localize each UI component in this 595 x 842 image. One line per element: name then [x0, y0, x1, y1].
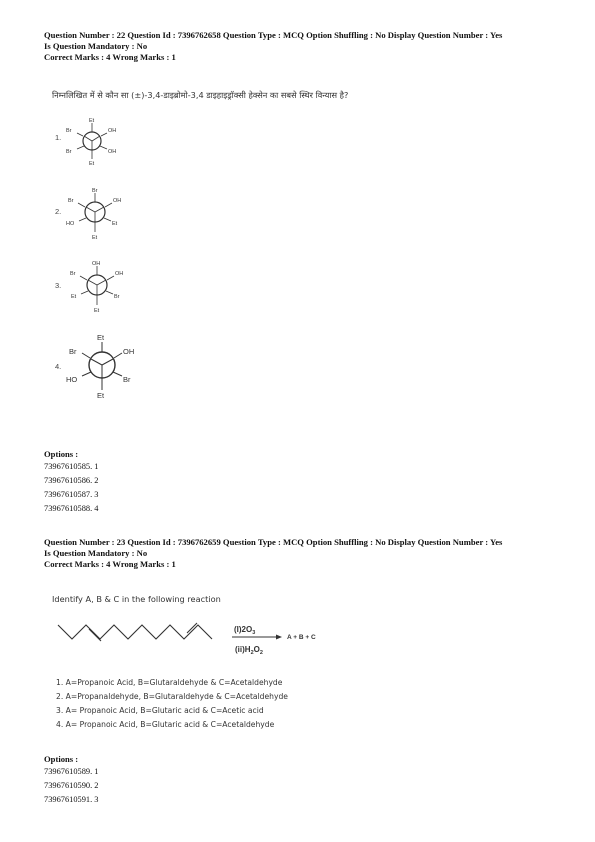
- q22-c1-lower-right: OH: [108, 149, 117, 155]
- q22-choice-3-number: 3.: [55, 281, 62, 290]
- q22-option-3[interactable]: 73967610587. 3: [44, 490, 99, 499]
- q22-choice-2-number: 2.: [55, 207, 62, 216]
- q23-header-line1: Question Number : 23 Question Id : 7396762659 Question Type : MCQ Option Shuffling : No Display Question Number : Yes: [44, 537, 503, 547]
- q22-c4-lower-left: HO: [66, 375, 78, 384]
- q22-c1-upper-left: Br: [66, 128, 72, 134]
- q23-header-line3: Correct Marks : 4 Wrong Marks : 1: [44, 559, 176, 569]
- q22-c2-upper-left: Br: [68, 198, 74, 204]
- q22-c4-lower-right: Br: [123, 375, 131, 384]
- q23-header-line2: Is Question Mandatory : No: [44, 548, 148, 558]
- q22-c3-lower-right: Br: [114, 294, 120, 300]
- q22-c1-top: Et: [89, 118, 95, 124]
- q23-products: A + B + C: [287, 634, 316, 641]
- q22-option-2[interactable]: 73967610586. 2: [44, 476, 99, 485]
- q22-c3-upper-left: Br: [70, 271, 76, 277]
- q22-c3-bottom: Et: [94, 308, 100, 314]
- q22-c2-lower-right: Et: [112, 221, 118, 227]
- q22-options-label: Options :: [44, 449, 79, 459]
- q23-answer-3: 3. A= Propanoic Acid, B=Glutaric acid & C=Acetic acid: [56, 706, 264, 715]
- q22-c1-lower-left: Br: [66, 149, 72, 155]
- q22-choice-3-newman-projection: [63, 258, 135, 316]
- q23-option-2[interactable]: 73967610590. 2: [44, 781, 99, 790]
- q22-c2-lower-left: HO: [66, 221, 75, 227]
- q22-c4-bottom: Et: [97, 391, 105, 400]
- q23-option-3[interactable]: 73967610591. 3: [44, 795, 99, 804]
- q22-c4-upper-left: Br: [69, 347, 77, 356]
- q22-choice-4-newman-projection: [62, 330, 148, 402]
- q22-choice-4-number: 4.: [55, 362, 62, 371]
- q22-c3-upper-right: OH: [115, 271, 124, 277]
- q23-answer-1: 1. A=Propanoic Acid, B=Glutaraldehyde & C=Acetaldehyde: [56, 678, 283, 687]
- q23-option-1[interactable]: 73967610589. 1: [44, 767, 99, 776]
- q22-c2-top: Br: [92, 188, 98, 194]
- q23-reagent-top: $(I)2O_3$: [234, 625, 256, 636]
- q22-c3-lower-left: Et: [71, 294, 77, 300]
- q23-question-text: Identify A, B & C in the following reaction: [52, 594, 221, 604]
- q22-c4-upper-right: OH: [123, 347, 135, 356]
- q22-header-line3: Correct Marks : 4 Wrong Marks : 1: [44, 52, 176, 62]
- q23-reagent-bottom: $(ii)H_2O_2$: [235, 645, 263, 656]
- q23-answer-2: 2. A=Propanaldehyde, B=Glutaraldehyde & C=Acetaldehyde: [56, 692, 288, 701]
- q22-c1-bottom: Et: [89, 161, 95, 167]
- q22-question-text: निम्नलिखित में से कौन सा (±)-3,4-डाइब्रोमो-3,4 डाइहाइड्रॉक्सी हेक्सेन का सबसे स्थिर विन्यास है?: [52, 90, 349, 100]
- q23-options-label: Options :: [44, 754, 79, 764]
- q22-choice-1-number: 1.: [55, 133, 62, 142]
- q22-choice-2-newman-projection: [63, 185, 133, 243]
- q22-c4-top: Et: [97, 333, 105, 342]
- q22-header-line2: Is Question Mandatory : No: [44, 41, 148, 51]
- q23-skeletal-structure: [58, 625, 212, 639]
- q23-answer-4: 4. A= Propanoic Acid, B=Glutaric acid & C=Acetaldehyde: [56, 720, 275, 729]
- q22-option-1[interactable]: 73967610585. 1: [44, 462, 99, 471]
- q22-c2-bottom: Et: [92, 235, 98, 241]
- q22-header-line1: Question Number : 22 Question Id : 7396762658 Question Type : MCQ Option Shuffling : No Display Question Number : Yes: [44, 30, 503, 40]
- q22-c2-upper-right: OH: [113, 198, 122, 204]
- q23-reaction-scheme: [54, 615, 354, 665]
- q22-option-4[interactable]: 73967610588. 4: [44, 504, 99, 513]
- q22-choice-1-newman-projection: [60, 114, 130, 169]
- q22-c1-upper-right: OH: [108, 128, 117, 134]
- q22-c3-top: OH: [92, 261, 101, 267]
